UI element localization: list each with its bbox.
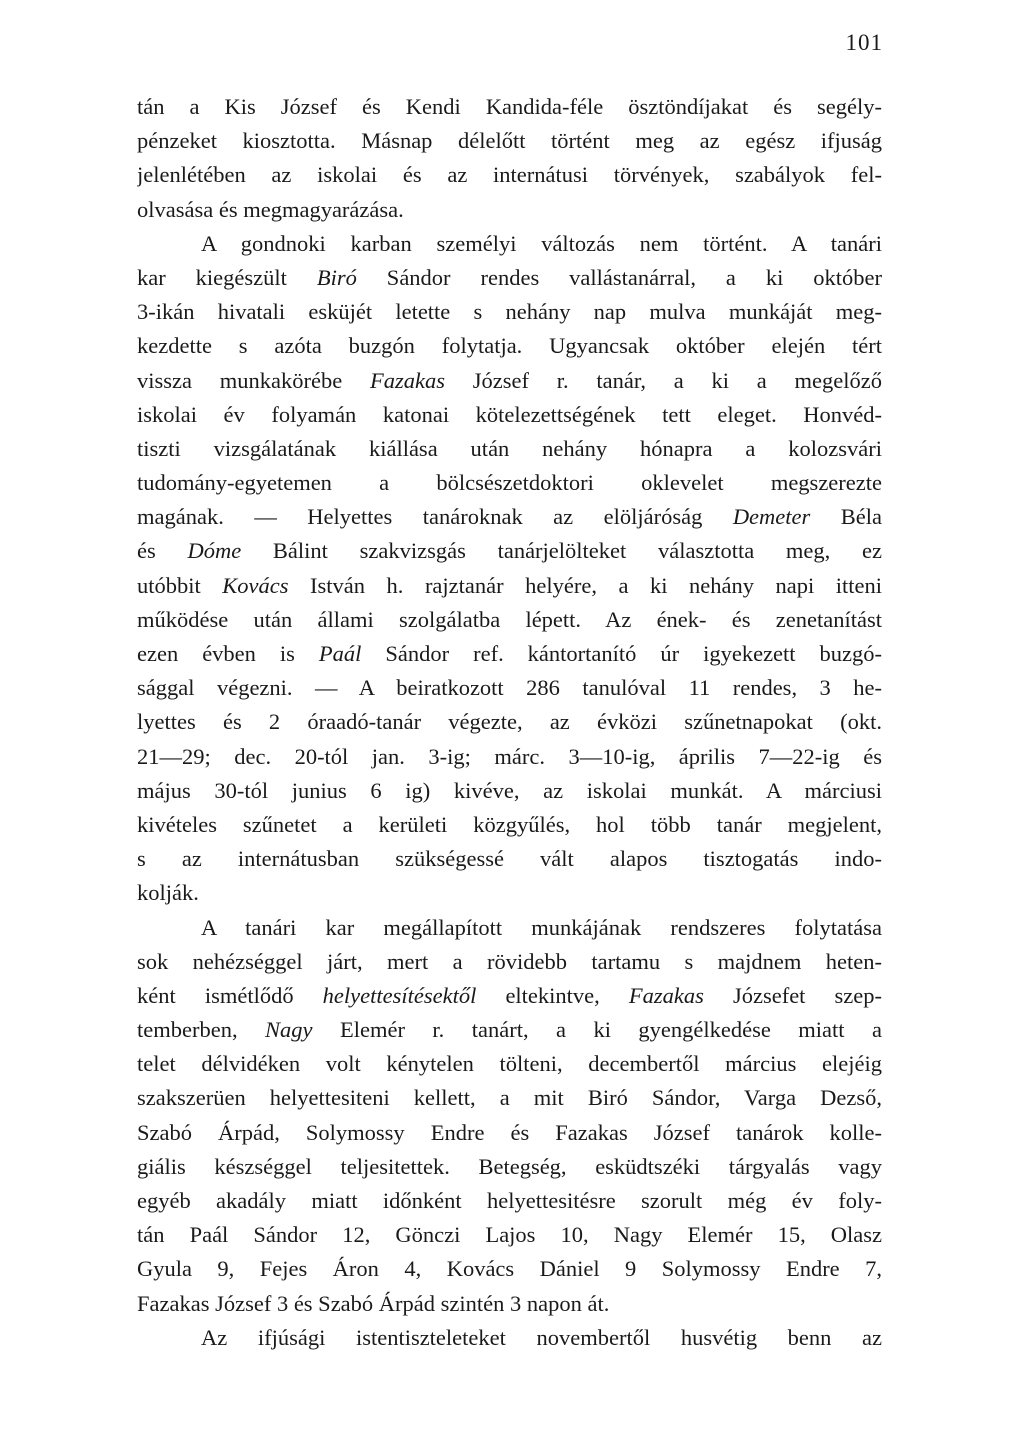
text-line	[137, 705, 882, 739]
text-segment: Fazakas József 3 és Szabó Árpád szintén 3 napon át.	[137, 1290, 610, 1316]
italic-name: Biró	[316, 264, 357, 290]
text-line	[137, 261, 882, 295]
text-line	[137, 534, 882, 568]
text-segment: kezdette s azóta buzgón folytatja. Ugyancsak október elején tért	[137, 333, 882, 359]
text-line	[137, 979, 882, 1013]
text-segment: Béla	[810, 504, 882, 530]
text-segment: működése után állami szolgálatba lépett. Az ének- és zenetanítást	[137, 606, 882, 632]
text-line	[137, 1321, 882, 1355]
text-segment: s az internátusban szükségessé vált alapos tisztogatás indo-	[137, 846, 882, 872]
text-segment: Elemér r. tanárt, a ki gyengélkedése miatt a	[312, 1017, 882, 1043]
text-line	[137, 876, 882, 910]
text-segment: A tanári kar megállapított munkájának rendszeres folytatása	[201, 914, 882, 940]
text-segment: telet délvidéken volt kénytelen tölteni, decembertől március elejéig	[137, 1051, 882, 1077]
text-segment: Az ifjúsági istentiszteleteket novembertől husvétig benn az	[201, 1324, 882, 1350]
text-line	[137, 158, 882, 192]
text-segment: József r. tanár, a ki a megelőző	[444, 367, 882, 393]
text-line	[137, 1184, 882, 1218]
text-line	[137, 1218, 882, 1252]
text-line	[137, 911, 882, 945]
text-segment: és	[137, 538, 188, 564]
text-line	[137, 124, 882, 158]
text-segment: utóbbit	[137, 572, 223, 598]
page-number: 101	[845, 30, 883, 55]
body-text	[137, 90, 882, 1355]
text-line	[137, 398, 882, 432]
italic-name: Demeter	[732, 504, 811, 530]
text-line	[137, 740, 882, 774]
text-segment: Sándor rendes vallástanárral, a ki október	[356, 264, 882, 290]
text-line	[137, 842, 882, 876]
text-segment: vissza munkakörébe	[137, 367, 370, 393]
text-segment: ként ismétlődő	[137, 982, 323, 1008]
text-line	[137, 295, 882, 329]
text-segment: Szabó Árpád, Solymossy Endre és Fazakas József tanárok kolle-	[137, 1119, 882, 1145]
text-segment: Bálint szakvizsgás tanárjelölteket választotta meg, ez	[241, 538, 882, 564]
text-line	[137, 466, 882, 500]
text-segment: kolják.	[137, 880, 199, 906]
text-line	[137, 432, 882, 466]
text-line	[137, 329, 882, 363]
text-segment: olvasása és megmagyarázása.	[137, 196, 404, 222]
text-segment: kar kiegészült	[137, 264, 317, 290]
text-segment: jelenlétében az iskolai és az internátusi törvények, szabályok fel-	[137, 162, 882, 188]
text-line	[137, 364, 882, 398]
italic-name: Fazakas	[369, 367, 445, 393]
text-segment: 3-ikán hivatali esküjét letette s nehány nap mulva munkáját meg-	[137, 299, 882, 325]
text-line	[137, 1013, 882, 1047]
text-line	[137, 1047, 882, 1081]
text-line	[137, 945, 882, 979]
italic-name: Fazakas	[628, 982, 704, 1008]
text-segment: pénzeket kiosztotta. Másnap délelőtt történt meg az egész ifjuság	[137, 128, 882, 154]
text-segment: szakszerüen helyettesiteni kellett, a mit Biró Sándor, Varga Dezső,	[137, 1085, 882, 1111]
italic-name: Nagy	[265, 1017, 313, 1043]
italic-name: Paál	[318, 641, 362, 666]
text-segment: ezen évben is	[137, 641, 319, 666]
text-segment: tán Paál Sándor 12, Gönczi Lajos 10, Nagy Elemér 15, Olasz	[137, 1222, 882, 1248]
text-line	[137, 808, 882, 842]
text-line	[137, 1081, 882, 1115]
text-line	[137, 671, 882, 705]
text-segment: Józsefet szep-	[703, 982, 882, 1008]
text-segment: temberben,	[137, 1017, 266, 1043]
text-segment: május 30-tól junius 6 ig) kivéve, az iskolai munkát. A márciusi	[137, 777, 882, 803]
text-line	[137, 774, 882, 808]
text-segment: Gyula 9, Fejes Áron 4, Kovács Dániel 9 Solymossy Endre 7,	[137, 1256, 882, 1282]
text-segment: giális készséggel teljesitettek. Betegség, esküdtszéki tárgyalás vagy	[137, 1153, 882, 1179]
text-segment: sok nehézséggel járt, mert a rövidebb tartamu s majdnem heten-	[137, 948, 882, 974]
text-line	[137, 193, 882, 227]
text-line	[137, 227, 882, 261]
text-segment: Sándor ref. kántortanító úr igyekezett buzgó-	[361, 641, 882, 666]
text-line	[137, 1287, 882, 1321]
text-segment: sággal végezni. — A beiratkozott 286 tanulóval 11 rendes, 3 he-	[137, 675, 882, 701]
text-segment: 21—29; dec. 20-tól jan. 3-ig; márc. 3—10-ig, április 7—22-ig és	[137, 743, 882, 769]
text-line	[137, 603, 882, 637]
text-segment: lyettes és 2 óraadó-tanár végezte, az évközi szűnetnapokat (okt.	[137, 709, 882, 735]
text-segment: egyéb akadály miatt időnként helyettesitésre szorult még év foly-	[137, 1188, 882, 1213]
text-segment: iskolai év folyamán katonai kötelezettségének tett eleget. Honvéd-	[137, 401, 882, 427]
text-segment: István h. rajztanár helyére, a ki nehány napi itteni	[288, 572, 882, 598]
italic-name: Kovács	[222, 572, 289, 598]
text-line	[137, 569, 882, 603]
text-line	[137, 1150, 882, 1184]
text-line	[137, 1252, 882, 1286]
text-segment: tán a Kis József és Kendi Kandida-féle ösztöndíjakat és segély-	[137, 94, 882, 119]
text-line	[137, 500, 882, 534]
text-line	[137, 1116, 882, 1150]
text-line	[137, 90, 882, 124]
text-segment: kivételes szűnetet a kerületi közgyűlés, hol több tanár megjelent,	[137, 811, 882, 837]
italic-name: helyettesítésektől	[322, 982, 477, 1008]
text-segment: tiszti vizsgálatának kiállása után nehány hónapra a kolozsvári	[137, 435, 882, 461]
text-segment: eltekintve,	[476, 982, 629, 1008]
text-segment: magának. — Helyettes tanároknak az elöljáróság	[137, 504, 733, 530]
text-segment: tudomány-egyetemen a bölcsészetdoktori oklevelet megszerezte	[137, 470, 882, 496]
text-segment: A gondnoki karban személyi változás nem történt. A tanári	[201, 230, 882, 256]
text-line	[137, 637, 882, 671]
italic-name: Dóme	[187, 538, 242, 564]
